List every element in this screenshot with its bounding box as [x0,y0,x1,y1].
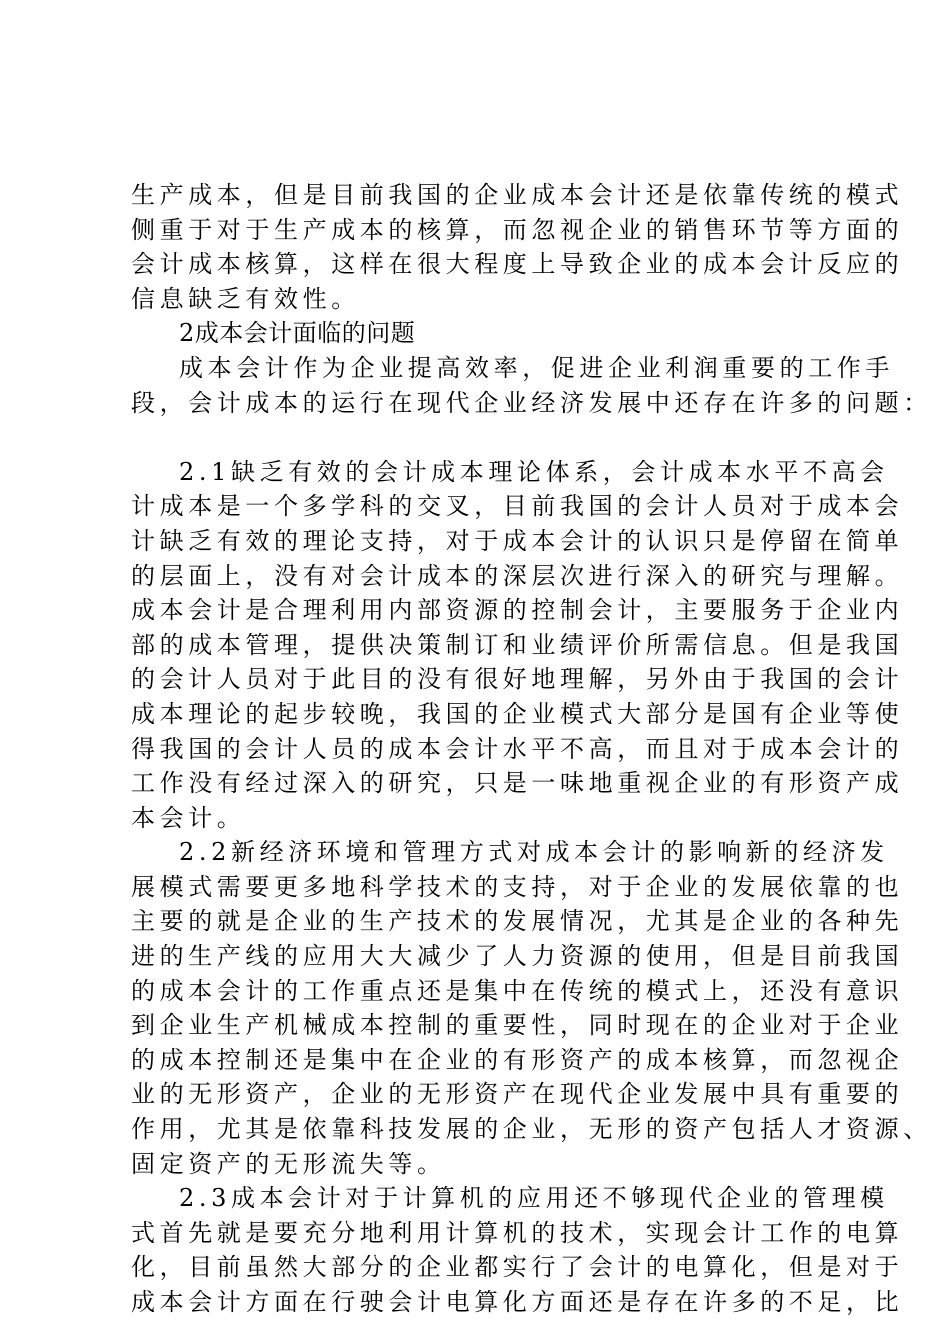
text-line: 化，目前虽然大部分的企业都实行了会计的电算化，但是对于 [131,1253,904,1282]
text-line: 会计成本核算，这样在很大程度上导致企业的成本会计反应的 [131,250,904,279]
text-line: 部的成本管理，提供决策制订和业绩评价所需信息。但是我国 [131,630,904,659]
text-line: 业的无形资产，企业的无形资产在现代企业发展中具有重要的 [131,1080,904,1109]
text-line: 到企业生产机械成本控制的重要性，同时现在的企业对于企业 [131,1011,904,1040]
text-line: 段，会计成本的运行在现代企业经济发展中还存在许多的问题： [131,388,932,417]
document-body [131,178,932,1320]
text-line: 得我国的会计人员的成本会计水平不高，而且对于成本会计的 [131,734,904,763]
subsection-paragraph-start: 2.3成本会计对于计算机的应用还不够现代企业的管理模 [179,1184,889,1213]
text-line: 侧重于对于生产成本的核算，而忽视企业的销售环节等方面的 [131,215,904,244]
text-line: 固定资产的无形流失等。 [131,1149,446,1178]
text-line: 的成本控制还是集中在企业的有形资产的成本核算，而忽视企 [131,1045,904,1074]
blank-line [131,420,831,455]
text-line: 式首先就是要充分地利用计算机的技术，实现会计工作的电算 [131,1218,904,1247]
text-line: 展模式需要更多地科学技术的支持，对于企业的发展依靠的也 [131,872,904,901]
text-line: 的会计人员对于此目的没有很好地理解，另外由于我国的会计 [131,665,904,694]
text-line: 作用，尤其是依靠科技发展的企业，无形的资产包括人才资源、 [131,1115,932,1144]
text-line: 生产成本，但是目前我国的企业成本会计还是依靠传统的模式 [131,181,904,209]
text-line: 工作没有经过深入的研究，只是一味地重视企业的有形资产成 [131,769,904,798]
text-line: 成本会计方面在行驶会计电算化方面还是存在许多的不足，比 [131,1288,904,1316]
text-line: 成本理论的起步较晚，我国的企业模式大部分是国有企业等使 [131,699,904,728]
text-line: 的成本会计的工作重点还是集中在传统的模式上，还没有意识 [131,976,904,1005]
text-line: 计成本是一个多学科的交叉，目前我国的会计人员对于成本会 [131,492,904,521]
subsection-paragraph-start: 2.2新经济环境和管理方式对成本会计的影响新的经济发 [179,838,889,867]
text-line: 主要的就是企业的生产技术的发展情况，尤其是企业的各种先 [131,907,904,936]
text-line: 的层面上，没有对会计成本的深层次进行深入的研究与理解。 [131,561,904,590]
text-line: 计缺乏有效的理论支持，对于成本会计的认识只是停留在简单 [131,526,904,555]
subsection-paragraph-start: 2.1缺乏有效的会计成本理论体系，会计成本水平不高会 [179,457,889,486]
text-line: 本会计。 [131,803,246,832]
text-line: 进的生产线的应用大大减少了人力资源的使用，但是目前我国 [131,942,904,971]
section-heading: 2成本会计面临的问题 [179,319,416,348]
text-line: 信息缺乏有效性。 [131,284,360,313]
text-line: 成本会计是合理利用内部资源的控制会计，主要服务于企业内 [131,596,904,625]
text-line: 成本会计作为企业提高效率，促进企业利润重要的工作手 [179,353,894,382]
